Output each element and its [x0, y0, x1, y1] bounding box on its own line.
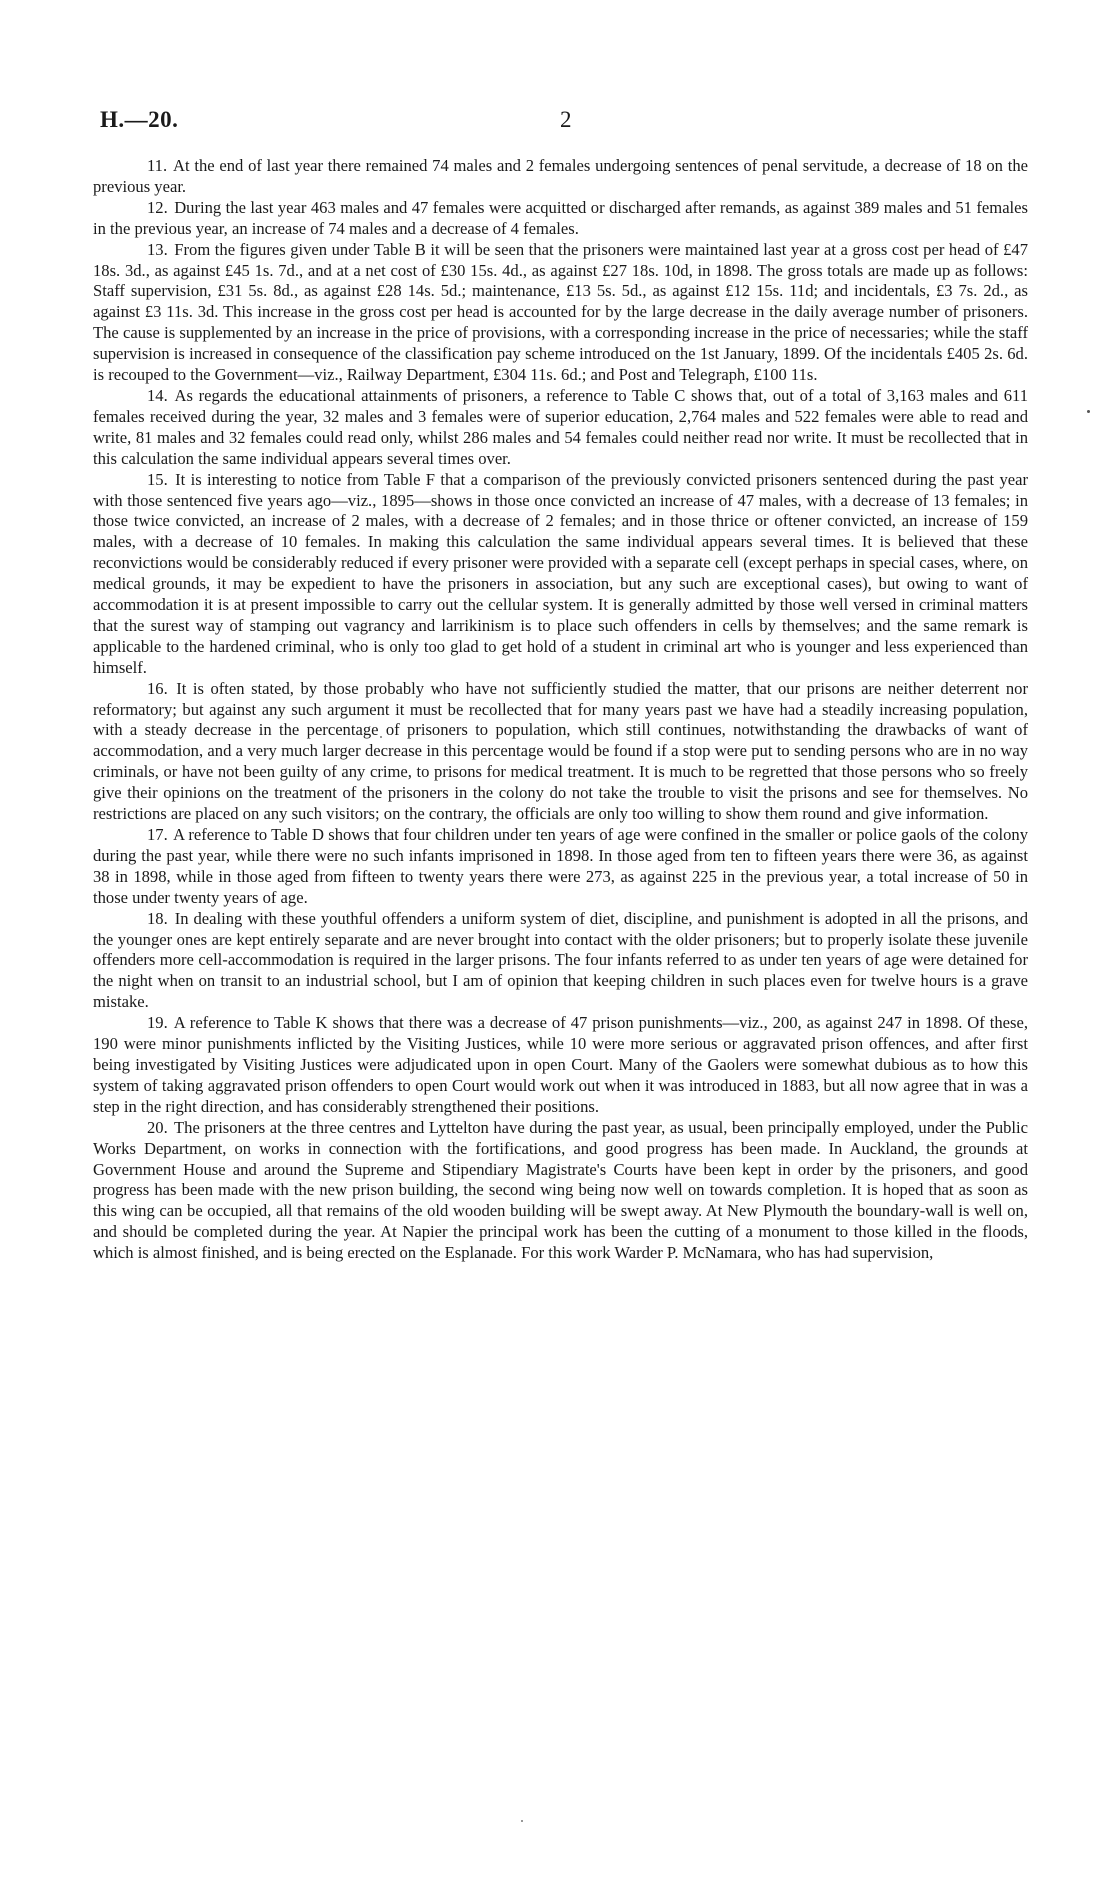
paragraph-number: 11. — [147, 156, 168, 175]
paragraph-13 — [93, 240, 1028, 386]
page-number: 2 — [560, 107, 572, 132]
paragraph-19 — [93, 1013, 1028, 1118]
paragraph-number: 16. — [147, 678, 168, 698]
paragraph-text: As regards the educational attainments of prisoners, a reference to Table C shows that, out of a total of 3,163 males and 611 females received during the year, 32 males and 3 females were of superior education, 2,764 males and 522 females were able to read and write, 81 males and 32 females could read only, whilst 286 males and 54 females could neither read nor write. It must be recollected that in this calculation the same individual appears several times over. — [93, 385, 1029, 468]
paragraph-14 — [93, 386, 1028, 470]
paragraph-text: It is often stated, by those probably who have not sufficiently studied the matter, that our prisons are neither deterrent nor reformatory; but against any such argument it must be recollected that for many years past we have had a steadily increasing population, with a steady decrease in the percentage of prisoners to population, which still continues, notwithstanding the drawbacks of want of accommodation, and a very much larger decrease in this percentage would be found if a stop were put to sending persons who are in no way criminals, or have not been guilty of any crime, to prisons for medical treatment. It is much to be regretted that those persons who so freely give their opinions on the treatment of the prisoners in the colony do not take the trouble to visit the prisons and see for themselves. No restrictions are placed on any such visitors; on the contrary, the officials are only too willing to show them round and give information. — [93, 678, 1028, 824]
paragraph-text: The prisoners at the three centres and Lyttelton have during the past year, as usual, been principally employed, under the Public Works Department, on works in connection with the fortifications, and good progress has been made. In Auckland, the grounds at Government House and around the Supreme and Stipendiary Magistrate's Courts have been kept in order by the prisoners, and good progress has been made with the new prison building, the second wing being now well on towards completion. It is hoped that as soon as this wing can be occupied, all that remains of the old wooden building will be swept away. At New Plymouth the boundary-wall is well on, and should be completed during the year. At Napier the principal work has been the cutting of a monument to those killed in the floods, which is almost finished, and is being erected on the Esplanade. For this work Warder P. McNamara, who has had supervision, — [93, 1117, 1028, 1263]
paragraph-text: From the figures given under Table B it will be seen that the prisoners were maintained last year at a gross cost per head of £47 18s. 3d., as against £45 1s. 7d., and at a net cost of £30 15s. 4d., as against £27 18s. 10d, in 1898. The gross totals are made up as follows: Staff supervision, £31 5s. 8d., as against £28 14s. 5d.; maintenance, £13 5s. 5d., as against £12 15s. 11d; and incidentals, £3 7s. 2d., as against £3 11s. 3d. This increase in the gross cost per head is accounted for by the large decrease in the daily average number of prisoners. The cause is supplemented by an increase in the price of provisions, with a corresponding increase in the price of necessaries; while the staff supervision is increased in consequence of the classification pay scheme introduced on the 1st January, 1899. Of the incidentals £405 2s. 6d. is recouped to the Government—viz., Railway Department, £304 11s. 6d.; and Post and Telegraph, £100 11s. — [93, 239, 1029, 385]
paragraph-11 — [93, 156, 1028, 198]
report-body — [93, 156, 1028, 1264]
paragraph-20 — [93, 1118, 1028, 1264]
paragraph-number: 12. — [147, 197, 168, 217]
paragraph-number: 13. — [147, 239, 168, 259]
paragraph-number: 19. — [147, 1013, 168, 1033]
footer-speck — [521, 1820, 523, 1822]
document-reference: H.—20. — [100, 107, 179, 132]
paragraph-number: 18. — [147, 908, 168, 928]
paragraph-text: During the last year 463 males and 47 females were acquitted or discharged after remands, as against 389 males and 51 females in the previous year, an increase of 74 males and a decrease of 4 females. — [93, 197, 1028, 238]
paragraph-text: In dealing with these youthful offenders a uniform system of diet, discipline, and punishment is adopted in all the prisons, and the younger ones are kept entirely separate and are never brought into contact with the older prisoners; but to properly isolate these juvenile offenders more cell-accommodation is required in the larger prisons. The four infants referred to as under ten years of age were detained for the night when on transit to an industrial school, but I am of opinion that keeping children in such places even for twelve hours is a grave mistake. — [93, 908, 1028, 1012]
paragraph-16 — [93, 679, 1028, 825]
paragraph-text: A reference to Table K shows that there was a decrease of 47 prison punishments—viz., 200, as against 247 in 1898. Of these, 190 were minor punishments inflicted by the Visiting Justices, while 10 were more serious or aggravated prison offences, and after first being investigated by Visiting Justices were adjudicated upon in open Court. Many of the Gaolers were somewhat dubious as to how this system of taking aggravated prison offenders to open Court would work out when it was introduced in 1883, but all now agree that in was a step in the right direction, and has considerably strengthened their positions. — [93, 1013, 1028, 1116]
margin-mark — [1087, 410, 1090, 413]
paragraph-text: It is interesting to notice from Table F that a comparison of the previously convicted prisoners sentenced during the past year with those sentenced five years ago—viz., 1895—shows in those once convicted an increase of 47 males, with a decrease of 13 females; in those twice convicted, an increase of 2 males, with a decrease of 2 females; and in those thrice or oftener convicted, an increase of 159 males, with a decrease of 10 females. In making this calculation the same individual appears several times. It is believed that these reconvictions would be considerably reduced if every prisoner were provided with a separate cell (except perhaps in special cases, where, on medical grounds, it may be expedient to have the prisoners in association, but any such are exceptional cases), but owing to want of accommodation it is at present impossible to carry out the cellular system. It is generally admitted by those well versed in criminal matters that the surest way of stamping out vagrancy and larrikinism is to place such offenders in cells by themselves; and the same remark is applicable to the hardened criminal, who is only too glad to get hold of a student in criminal art who is younger and less experienced than himself. — [93, 469, 1028, 677]
paragraph-text: At the end of last year there remained 74 males and 2 females undergoing sentences of penal servitude, a decrease of 18 on the previous year. — [93, 156, 1028, 196]
paragraph-number: 17. — [147, 825, 168, 844]
paragraph-12 — [93, 198, 1028, 240]
paragraph-number: 14. — [147, 385, 168, 405]
paragraph-number: 20. — [147, 1117, 168, 1137]
paragraph-18 — [93, 909, 1028, 1014]
paragraph-number: 15. — [147, 469, 168, 489]
paragraph-17 — [93, 825, 1028, 909]
paragraph-text: A reference to Table D shows that four children under ten years of age were confined in the smaller or police gaols of the colony during the past year, while there were no such infants imprisoned in 1898. In those aged from ten to fifteen years there were 36, as against 38 in 1898, while in those aged from fifteen to twenty years there were 273, as against 225 in the previous year, a total increase of 50 in those under twenty years of age. — [93, 825, 1028, 907]
paragraph-15 — [93, 470, 1028, 679]
